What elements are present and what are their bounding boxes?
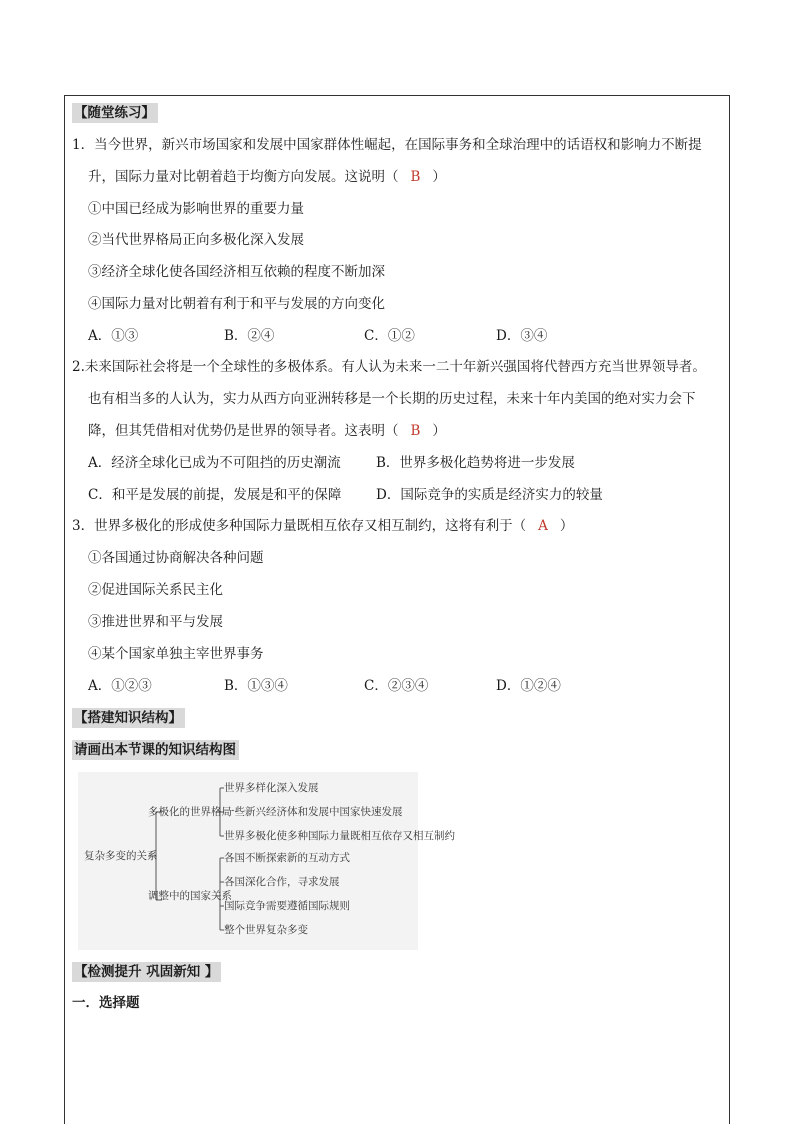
q1-answer: B [410,169,421,185]
q2-stem-line2: 也有相当多的人认为，实力从西方向亚洲转移是一个长期的历史过程，未来十年内美国的绝对实力会下 [88,391,696,407]
diagram-leaf: 各国深化合作，寻求发展 [224,876,340,888]
q3-item-4: ④某个国家单独主宰世界事务 [88,646,264,662]
knowledge-structure-diagram [78,772,455,950]
q1-option-a: A．①③ [88,328,139,344]
q2-option-b: B．世界多极化趋势将进一步发展 [376,455,575,471]
q3-item-3: ③推进世界和平与发展 [88,614,223,630]
diagram-leaf: 国际竞争需要遵循国际规则 [224,900,350,912]
q2-option-d: D．国际竞争的实质是经济实力的较量 [376,487,603,503]
diagram-leaf: 各国不断探索新的互动方式 [224,852,350,864]
q1-item-2: ②当代世界格局正向多极化深入发展 [88,232,304,248]
q1-item-1: ①中国已经成为影响世界的重要力量 [88,201,304,217]
q3-option-b: B．①③④ [224,678,288,694]
test-section-header [72,962,221,982]
diagram-branch-1: 多极化的世界格局 [148,806,232,818]
diagram-leaf: 一些新兴经济体和发展中国家快速发展 [224,806,403,818]
q3-option-d: D．①②④ [496,678,561,694]
structure-header-label: 【搭建知识结构】 [72,708,185,728]
diagram-root: 复杂多变的关系 [84,850,158,862]
diagram-leaf: 世界多极化使多种国际力量既相互依存又相互制约 [224,830,455,842]
q1-stem-line2 [88,168,446,186]
q3-option-c: C．②③④ [364,678,429,694]
q2-stem-line3 [88,422,446,440]
q2-answer: B [410,423,421,439]
q2-stem-close: ） [432,423,446,439]
diagram-branch-2: 调整中的国家关系 [148,890,232,902]
q3-item-1: ①各国通过协商解决各种问题 [88,550,264,566]
q2-option-c: C．和平是发展的前提，发展是和平的保障 [88,487,342,503]
structure-prompt [72,740,239,760]
q2-stem-text: 降，但其凭借相对优势仍是世界的领导者。这表明（ [88,423,399,439]
q2-stem-line1: 2.未来国际社会将是一个全球性的多极体系。有人认为未来一二十年新兴强国将代替西方充当世界领导者。 [72,359,706,375]
test-header-label: 【检测提升 巩固新知 】 [72,962,221,982]
practice-section-header [72,103,158,123]
practice-header-label: 【随堂练习】 [72,103,158,123]
q2-option-a: A．经济全球化已成为不可阻挡的历史潮流 [88,455,341,471]
q3-stem-close: ） [559,518,574,534]
q1-option-c: C．①② [364,328,415,344]
q1-item-3: ③经济全球化使各国经济相互依赖的程度不断加深 [88,264,385,280]
structure-prompt-label: 请画出本节课的知识结构图 [72,740,239,760]
structure-section-header [72,708,185,728]
q1-stem-text: 升，国际力量对比朝着趋于均衡方向发展。这说明（ [88,169,399,185]
q3-answer: A [538,518,548,534]
diagram-leaf: 整个世界复杂多变 [224,924,308,936]
choice-section-title: 一．选择题 [72,995,140,1011]
diagram-leaf: 世界多样化深入发展 [224,782,319,794]
q3-option-a: A．①②③ [88,678,152,694]
q1-item-4: ④国际力量对比朝着有利于和平与发展的方向变化 [88,296,385,312]
q1-stem-line1: 1．当今世界，新兴市场国家和发展中国家群体性崛起，在国际事务和全球治理中的话语权和影响力不断提 [72,137,702,153]
q3-item-2: ②促进国际关系民主化 [88,582,223,598]
q1-option-d: D．③④ [496,328,548,344]
q3-stem-line1 [72,517,573,535]
q1-option-b: B．②④ [224,328,275,344]
q1-stem-close: ） [432,169,446,185]
q3-stem-text: 3．世界多极化的形成使多种国际力量既相互依存又相互制约，这将有利于（ [72,518,527,534]
